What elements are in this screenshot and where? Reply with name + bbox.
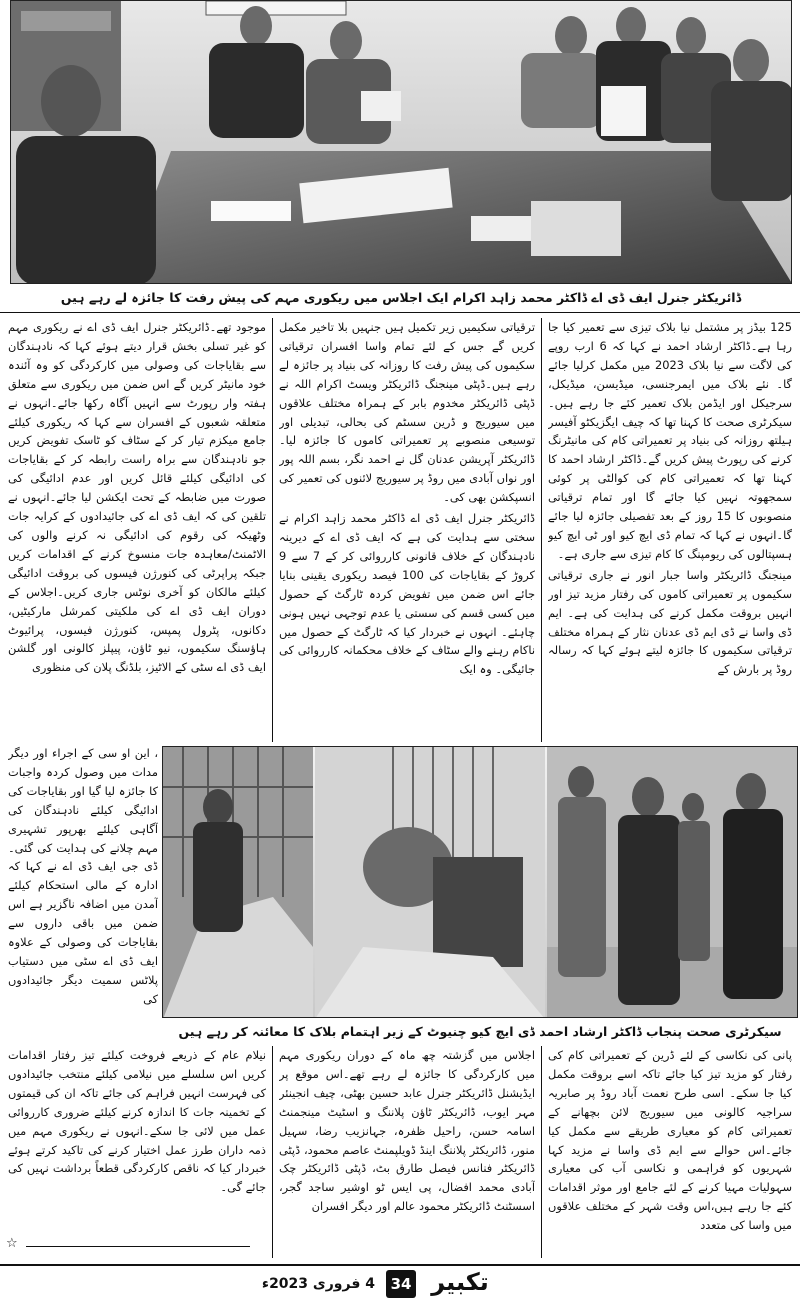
- column-middle-bottom: [279, 1046, 535, 1258]
- construction-site-photo: [162, 746, 798, 1018]
- column-divider: [541, 1046, 542, 1258]
- paragraph: نیلام عام کے ذریعے فروخت کیلئے تیز رفتار اقدامات کریں اس سلسلے میں نیلامی کیلئے منتخب جائیدادوں کی فہرست انہیں فراہم کی جائے تاکہ ان کی قیمتوں کے تخمینہ جات کا اندازہ کرنے کیلئے ضروری کارروائی عمل میں لائی جا سکے۔انہوں نے ریکوری مہم میں ذمہ داران طرز عمل اختیار کرنے کی تاکید کرتے ہوئے خبردار کیا کہ ناقص کارکردگی قطعاً برداشت نہیں کی جائے گی۔: [8, 1048, 266, 1195]
- column-divider: [541, 318, 542, 742]
- column-left-bottom: [8, 1046, 266, 1236]
- meeting-photo-illustration: [11, 1, 792, 284]
- meeting-photo: [10, 0, 792, 284]
- column-left-top: [8, 318, 266, 742]
- paragraph: ڈائریکٹر جنرل ایف ڈی اے ڈاکٹر محمد زاہد اکرام نے سختی سے ہدایت کی ہے کہ ایف ڈی اے کے دیرینہ نادہندگان کے خلاف قانونی کارروائی کر کے 7 سے 9 کروڑ کے بقایاجات کی 100 فیصد ریکوری یقینی بنایا جائے اس ضمن میں تفویض کردہ ٹارگٹ کے حصول میں کسی قسم کی سستی یا عدم توجہی نہیں ہونی چاہئے۔ انہوں نے خبردار کیا کہ ٹارگٹ کے حصول میں ناکام رہنے والے سٹاف کے خلاف محکمانہ کارروائی کی جائیگی۔ وہ ایک: [279, 511, 535, 677]
- paragraph: ترقیاتی سکیمیں زیر تکمیل ہیں جنہیں بلا تاخیر مکمل کریں گے جس کے لئے تمام واسا افسران ترقیاتی سکیموں کی پیش رفت کا روزانہ کی بنیاد پر جائزہ لے رہے ہیں۔ڈپٹی مینجنگ ڈائریکٹر ویسٹ اکرام اللہ نے ڈپٹی ڈائریکٹر مخدوم بابر کے ہمراہ مختلف علاقوں میں سیوریج و ڈرین سسٹم کی بحالی، تبدیلی اور توسیعی منصوبے پر تعمیراتی کاموں کا جائزہ لیا۔ڈائریکٹر آپریشن عدنان گل نے احمد نگر، بسم اللہ پور اور نواں آبادی میں روڈ پر سیوریج لائنوں کی تعمیر کی انسپکشن بھی کی۔: [279, 320, 535, 505]
- publication-logo: تکبیر: [431, 1268, 489, 1296]
- column-right-top: [548, 318, 792, 742]
- paragraph: مینجنگ ڈائریکٹر واسا جبار انور نے جاری ترقیاتی سکیموں پر تعمیراتی کاموں کی رفتار مزید تیز اور انہیں بروقت مکمل کرنے کی ہدایت کی ہے۔ ایم ڈی واسا نے ڈی ایم ڈی عدنان نثار کے ہمراہ مختلف ترقیاتی سکیموں کا جائزہ لیتے ہوئے کہا کہ رسالہ روڈ پر بارش کے: [548, 567, 792, 677]
- paragraph: 125 بیڈز پر مشتمل نیا بلاک تیزی سے تعمیر کیا جا رہا ہے۔ڈاکٹر ارشاد احمد نے کہا کہ 6 ارب روپے کی لاگت سے نیا بلاک 2023 میں مکمل کرلیا جائے گا۔ نئے بلاک میں ایمرجنسی، میڈیسن، میڈیکل، سرجیکل اور ایڈمن بلاک تعمیر کئے جا رہے ہیں۔سیکرٹری صحت کا کہنا تھا کہ چیف ایگزیکٹو آفیسر ہیلتھ روزانہ کی بنیاد پر تعمیراتی کام کی مانیٹرنگ کرنے کی رپورٹ پیش کریں گے۔ڈاکٹر ارشاد احمد کا کہنا تھا کہ تعمیراتی کام کی کوالٹی پر کوئی سمجھوتہ نہیں کیا جائے گا اور تمام ترقیاتی منصوبوں کا 15 روز کے بعد تفصیلی جائزہ لیا جائے گا۔انہوں نے کہا کہ تمام ڈی ایچ کیو اور ٹی ایچ کیو ہسپتالوں کی ریومپنگ کا کام تیزی سے جاری ہے۔: [548, 320, 792, 561]
- issue-date: 4 فروری 2023ء: [261, 1276, 375, 1292]
- column-divider: [272, 1046, 273, 1258]
- end-star-icon: ☆: [6, 1236, 18, 1251]
- column-left-middle: [8, 744, 158, 1038]
- column-right-bottom: [548, 1046, 792, 1258]
- footer-rule: [0, 1264, 800, 1266]
- paragraph: پانی کی نکاسی کے لئے ڈرین کے تعمیراتی کام کی رفتار کو مزید تیز کیا جائے تاکہ اسے بروقت مکمل کیا جا سکے۔ اسی طرح نعمت آباد روڈ پر صابریہ سراجیہ کالونی میں سیوریج لائن بچھانے کے تعمیراتی کام کو معیاری طریقے سے مکمل کیا جائے۔اس حوالے سے ایم ڈی واسا نے مزید کہا شہریوں کو فراہمی و نکاسی آب کی معیاری سہولیات مہیا کرنے کے لئے جامع اور موثر اقدامات کئے جا رہے ہیں،اس وقت شہر کے مختلف علاقوں میں واسا کی متعدد: [548, 1048, 792, 1233]
- caption-divider: [0, 312, 800, 313]
- construction-photo-illustration: [163, 747, 798, 1018]
- paragraph: موجود تھے۔ڈائریکٹر جنرل ایف ڈی اے نے ریکوری مہم کو غیر تسلی بخش قرار دیتے ہوئے کہا کہ نادہندگان سے بقایاجات کی وصولی میں کارکردگی کو وہ آئندہ خود مانیٹر کریں گے اس ضمن میں ریکوری سے متعلق ہفتہ وار رپورٹ سے انہیں آگاہ رکھا جائے۔انہوں نے متعلقہ شعبوں کے افسران سے کہا کہ ریکوری کیلئے جامع میکزم تیار کر کے سٹاف کو ٹاسک تفویض کریں جو نادہندگان سے براہ راست رابطہ کر کے بقایاجات کی ادائیگی کیلئے قائل کریں اور عدم ادائیگی کی صورت میں ضابطہ کے تحت ایکشن لیا جائے۔انہوں نے تلقین کی کہ ایف ڈی اے کی جائیدادوں کے کرایہ جات وٹھیکہ کی رقوم کی ادائیگی نہ کرنے والوں کی الاٹمنٹ/معاہدہ جات منسوخ کرنے کے اقدامات کریں جبکہ پراپرٹی کی کنورژن فیسوں کی بروقت ادائیگی کیلئے مالکان کو آخری نوٹس جاری کریں۔اجلاس کے دوران ایف ڈی اے کی ملکیتی کمرشل مارکیٹیں، دکانوں، پٹرول پمپس، کنورژن فیسوں، پرائیوٹ ہاؤسنگ سکیموں، نیو ٹاؤن، پیپلز کالونی اور گلشن ایف ڈی اے سٹی کے الاٹیز، بلڈنگ پلان کی منظوری: [8, 320, 266, 675]
- page-number: 34: [386, 1270, 416, 1298]
- article-end-rule: [26, 1246, 250, 1247]
- column-middle-top: [279, 318, 535, 742]
- paragraph: اجلاس میں گزشتہ چھ ماہ کے دوران ریکوری مہم میں کارکردگی کا جائزہ لے رہے تھے۔اس موقع پر ایڈیشنل ڈائریکٹر جنرل عابد حسین بھٹی، چیف انجینئر مہر ایوب، ڈائریکٹر ٹاؤن پلاننگ و اسٹیٹ مینجمنٹ اسامہ حسن، راحیل ظفرہ، جہانزیب رضا، سہیل منور، ڈائریکٹر پلاننگ اینڈ ڈویلپمنٹ عاصم محمود، ڈپٹی ڈائریکٹر فنانس فیصل طارق بٹ، ڈپٹی ڈائریکٹر چک آبادی محمد افضال، پی ایس ٹو اوشیر ساجد گجر، اسسٹنٹ ڈائریکٹر محمود عالم اور دیگر افسران: [279, 1048, 535, 1214]
- column-divider: [272, 318, 273, 742]
- paragraph: ، این او سی کے اجراء اور دیگر مدات میں وصول کردہ واجبات کا جائزہ لیا گیا اور بقایاجات کی ادائیگی کیلئے نادہندگان کی آگاہی کیلئے بھرپور تشہیری مہم چلانے کی ہدایت کی گئی۔ ڈی جی ایف ڈی اے نے کہا کہ ادارہ کے مالی استحکام کیلئے آمدن میں اضافہ ناگزیر ہے اس ضمن میں باقی داروں سے بقایاجات کی وصولی کے علاوہ ایف ڈی اے سٹی میں دستیاب پلاٹس سمیت دیگر جائیدادوں کی: [8, 746, 158, 1006]
- top-photo-caption: ڈائریکٹر جنرل ایف ڈی اے ڈاکٹر محمد زاہد اکرام ایک اجلاس میں ریکوری مہم کی پیش رفت کا جائزہ لے رہے ہیں: [60, 290, 742, 305]
- second-photo-caption: سیکرٹری صحت پنجاب ڈاکٹر ارشاد احمد ڈی ایچ کیو چنیوٹ کے زیر اہتمام بلاک کا معائنہ کر رہے ہیں: [178, 1024, 782, 1039]
